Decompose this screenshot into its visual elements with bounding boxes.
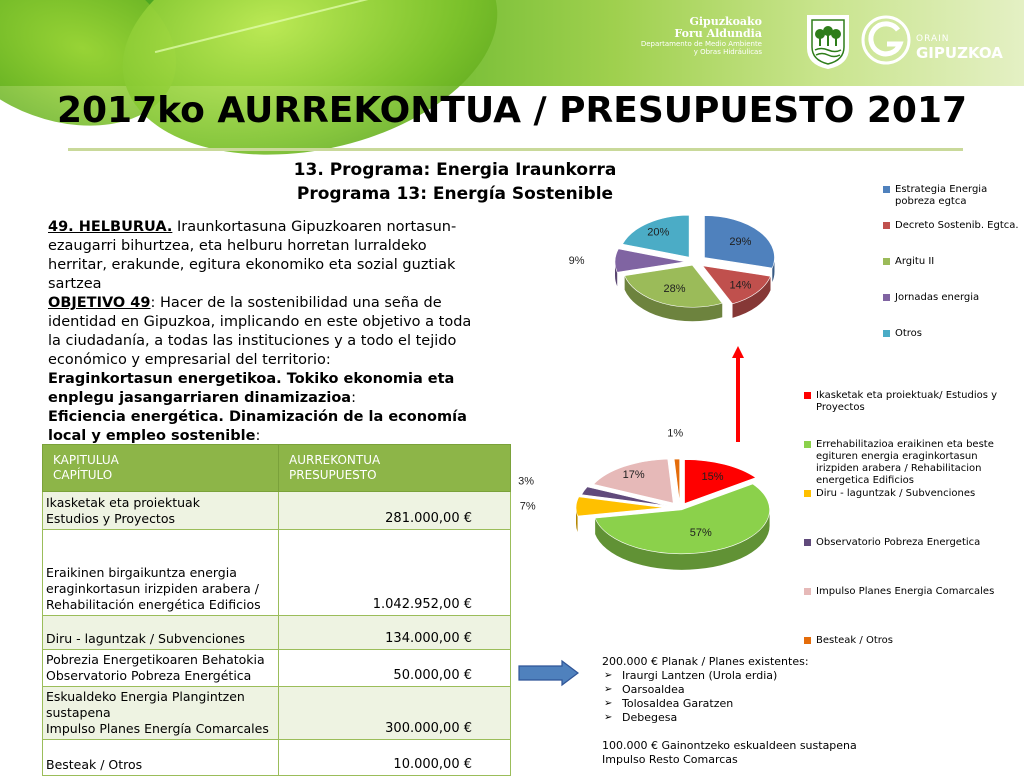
legend-top — [883, 184, 1023, 354]
legend-swatch — [804, 539, 811, 546]
chapter-cell — [43, 687, 279, 740]
chapter-line: Diru - laguntzak / Subvenciones — [46, 631, 245, 646]
objective-eu-text: Iraunkortasuna Gipuzkoaren nortasun-ezaugarri bihurtzea, eta helburu horretan lurraldeko herritar, erakunde, egitura ekonomiko eta sozial guztiak sartzea — [48, 219, 457, 292]
legend-label: Jornadas energia — [895, 292, 980, 303]
brand-big: GIPUZKOA — [916, 44, 1003, 62]
org-name — [641, 16, 762, 56]
org-name-line1: Gipuzkoako — [689, 15, 762, 28]
chapter-cell — [43, 740, 279, 776]
pie-slice — [674, 459, 680, 503]
table-row — [43, 687, 511, 740]
budget-header-eu: AURREKONTUA — [289, 453, 381, 467]
chapter-line: Observatorio Pobreza Energética — [46, 668, 252, 683]
list-item: ➢ Iraurgi Lantzen (Urola erdia) — [602, 669, 857, 683]
table-header-row — [43, 445, 511, 492]
objective-es-focus: Eficiencia energética. Dinamización de la economía local y empleo sostenible — [48, 409, 467, 444]
program-title — [240, 158, 670, 206]
pie-data-label: 28% — [663, 283, 686, 296]
department-line2: y Obras Hidráulicas — [693, 48, 762, 56]
pie-data-label: 57% — [689, 527, 712, 540]
pie-chart-top — [568, 200, 790, 340]
chapter-cell — [43, 616, 279, 650]
table-row — [43, 740, 511, 776]
legend-label: Ikasketak eta proiektuak/ Estudios y Proyectos — [816, 390, 998, 413]
pie-data-label: 29% — [729, 235, 752, 248]
list-item: ➢ Tolosaldea Garatzen — [602, 697, 857, 711]
coat-of-arms-icon — [806, 14, 850, 70]
arrow-right-icon — [518, 660, 580, 686]
title-divider — [68, 148, 963, 151]
budget-header — [279, 445, 511, 492]
table-row — [43, 616, 511, 650]
budget-table — [42, 444, 511, 776]
legend-swatch — [804, 588, 811, 595]
legend-swatch — [804, 441, 811, 448]
chapter-line: Rehabilitación energética Edificios — [46, 597, 261, 612]
notes-footer-es: Impulso Resto Comarcas — [602, 753, 738, 766]
table-row — [43, 492, 511, 530]
legend-label: Otros — [895, 328, 923, 339]
orain-gipuzkoa-logo-icon — [860, 14, 912, 66]
pie-data-label: 9% — [568, 254, 585, 267]
legend-label: Estrategia Energia pobreza egtca — [895, 184, 988, 207]
budget-header-es: PRESUPUESTO — [289, 468, 377, 482]
legend-swatch — [804, 637, 811, 644]
pie-data-label: 17% — [622, 468, 645, 481]
objective-eu-focus: Eraginkortasun energetikoa. Tokiko ekonomia eta enplegu jasangarriaren dinamizazioa — [48, 371, 455, 406]
legend-label: Errehabilitazioa eraikinen eta beste egituren energia eraginkortasun irizpiden arabera / Rehabilitacion energetica Edificios — [816, 439, 994, 486]
program-title-eu: 13. Programa: Energia Iraunkorra — [293, 160, 617, 180]
amount-cell: 10.000,00 € — [279, 740, 511, 776]
list-item: ➢ Debegesa — [602, 711, 857, 725]
legend-swatch — [883, 330, 890, 337]
chapter-cell — [43, 492, 279, 530]
chapter-cell — [43, 650, 279, 687]
pie-data-label: 7% — [519, 500, 536, 513]
legend-bottom — [804, 390, 1004, 655]
pie-data-label: 15% — [701, 471, 724, 484]
chapter-line: Eskualdeko Energia Plangintzen sustapena — [46, 689, 245, 720]
notes-intro: 200.000 € Planak / Planes existentes: — [602, 655, 809, 668]
objective-eu-colon: : — [351, 390, 356, 406]
chapter-line: Estudios y Proyectos — [46, 511, 175, 526]
amount-cell: 134.000,00 € — [279, 616, 511, 650]
legend-label: Impulso Planes Energia Comarcales — [816, 586, 995, 597]
pie-data-label: 20% — [647, 226, 670, 239]
brand-small: ORAIN — [916, 34, 950, 44]
amount-cell: 50.000,00 € — [279, 650, 511, 687]
notes-footer-eu: 100.000 € Gainontzeko eskualdeen sustapena — [602, 739, 857, 752]
arrow-up-icon — [732, 346, 744, 442]
legend-label: Diru - laguntzak / Subvenciones — [816, 488, 976, 499]
chapter-cell — [43, 530, 279, 616]
pie-data-label: 1% — [667, 427, 684, 440]
amount-cell: 1.042.952,00 € — [279, 530, 511, 616]
pie-data-label: 3% — [518, 475, 535, 488]
legend-swatch — [883, 222, 890, 229]
department-line1: Departamento de Medio Ambiente — [640, 40, 762, 48]
legend-label: Observatorio Pobreza Energetica — [816, 537, 981, 548]
legend-label: Besteak / Otros — [816, 635, 893, 646]
objective-es-text: : Hacer de la sostenibilidad una seña de identidad en Gipuzkoa, implicando en este objetivo a toda la ciudadanía, a todas las instituciones y a todo el tejido económico y empresarial del territorio: — [48, 295, 472, 368]
chapter-line: Besteak / Otros — [46, 757, 143, 772]
legend-swatch — [804, 392, 811, 399]
amount-cell: 300.000,00 € — [279, 687, 511, 740]
legend-label: Decreto Sostenib. Egtca. — [895, 220, 1019, 231]
objective-es-colon: : — [255, 428, 261, 444]
chapter-line: eraginkortasun irizpiden arabera / — [46, 581, 259, 596]
list-item: ➢ Oarsoaldea — [602, 683, 857, 697]
pie-data-label: 14% — [729, 279, 752, 292]
table-row — [43, 530, 511, 616]
chapter-header-es: CAPÍTULO — [53, 468, 113, 482]
chapter-line: Pobrezia Energetikoaren Behatokia — [46, 652, 265, 667]
table-row — [43, 650, 511, 687]
legend-swatch — [804, 490, 811, 497]
chapter-line: Impulso Planes Energía Comarcales — [46, 721, 269, 736]
notes-list — [602, 669, 857, 725]
comarcas-notes — [602, 655, 857, 767]
objective-es-label: OBJETIVO 49 — [48, 295, 151, 311]
chapter-header-eu: KAPITULUA — [53, 453, 119, 467]
chapter-header — [43, 445, 279, 492]
chapter-line: Ikasketak eta proiektuak — [46, 495, 200, 510]
page-title: 2017ko AURREKONTUA / PRESUPUESTO 2017 — [56, 90, 968, 131]
chapter-line: Eraikinen birgaikuntza energia — [46, 565, 237, 580]
legend-swatch — [883, 294, 890, 301]
objective-description — [48, 218, 488, 446]
legend-swatch — [883, 258, 890, 265]
legend-label: Argitu II — [895, 256, 935, 267]
legend-swatch — [883, 186, 890, 193]
header-banner — [0, 0, 1024, 86]
program-title-es: Programa 13: Energía Sostenible — [296, 184, 614, 204]
objective-eu-label: 49. HELBURUA. — [48, 219, 173, 235]
amount-cell: 281.000,00 € — [279, 492, 511, 530]
pie-chart-bottom — [518, 427, 790, 600]
org-name-line2: Foru Aldundia — [674, 27, 762, 40]
